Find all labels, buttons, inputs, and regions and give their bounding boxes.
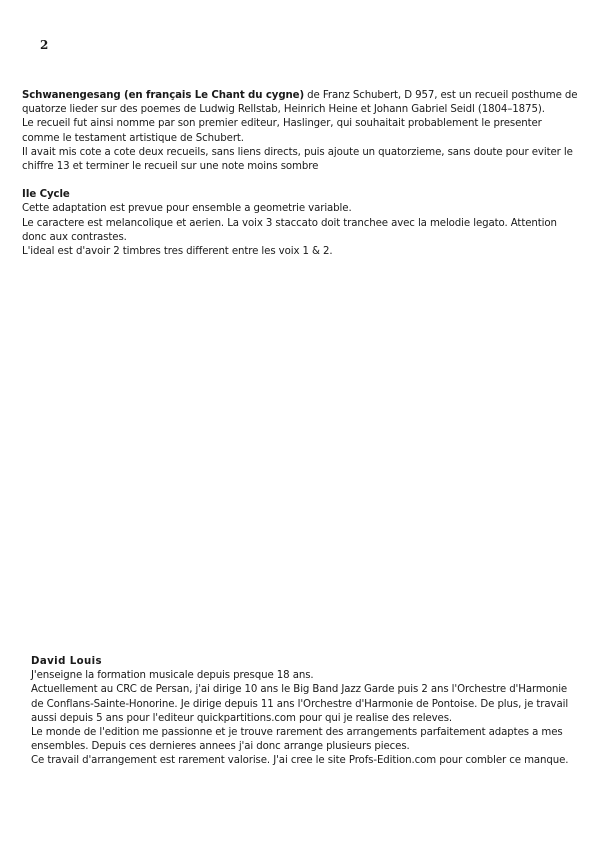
author-bio	[31, 655, 581, 769]
intro-text-1: de Franz Schubert, D 957, est un recueil posthume de quatorze lieder sur des poemes de Ludwig Rellstab, Heinrich Heine et Johann Gabriel Seidl (1804–1875).	[22, 90, 578, 116]
intro-paragraph-1	[22, 89, 582, 117]
cycle-paragraph-3: L'ideal est d'avoir 2 timbres tres different entre les voix 1 & 2.	[22, 246, 333, 258]
bio-paragraph-2: Actuellement au CRC de Persan, j'ai dirige 10 ans le Big Band Jazz Garde puis 2 ans l'Orchestre d'Harmonie de Conflans-Sainte-Honorine. Je dirige depuis 11 ans l'Orchestre d'Harmonie de Pontoise. De plus, je travail aussi depuis 5 ans pour l'editeur quickpartitions.com pour qui je realise des releves.	[31, 684, 569, 724]
bio-paragraph-4: Ce travail d'arrangement est rarement valorise. J'ai cree le site Profs-Edition.com pour combler ce manque.	[31, 755, 569, 767]
bio-paragraph-3: Le monde de l'edition me passionne et je trouve rarement des arrangements parfaitement adaptes a mes ensembles. Depuis ces dernieres annees j'ai donc arrange plusieurs pieces.	[31, 727, 563, 753]
intro-paragraph-3: Il avait mis cote a cote deux recueils, sans liens directs, puis ajoute un quatorzieme, sans doute pour eviter le chiffre 13 et terminer le recueil sur une note moins sombre	[22, 146, 573, 173]
cycle-heading: IIe Cycle	[22, 189, 70, 201]
cycle-paragraph-1: Cette adaptation est prevue pour ensemble a geometrie variable.	[22, 203, 352, 215]
intro-paragraph-2: Le recueil fut ainsi nomme par son premier editeur, Haslinger, qui souhaitait probablement le presenter comme le testament artistique de Schubert.	[22, 118, 542, 144]
work-title: Schwanengesang (en français Le Chant du cygne)	[22, 90, 305, 101]
bio-paragraph-1: J'enseigne la formation musicale depuis presque 18 ans.	[31, 670, 314, 682]
author-name: David Louis	[31, 656, 103, 667]
intro-section	[22, 89, 582, 259]
page-number: 2	[40, 38, 49, 52]
cycle-paragraph-2: Le caractere est melancolique et aerien. La voix 3 staccato doit tranchee avec la melodie legato. Attention donc aux contrastes.	[22, 217, 557, 243]
